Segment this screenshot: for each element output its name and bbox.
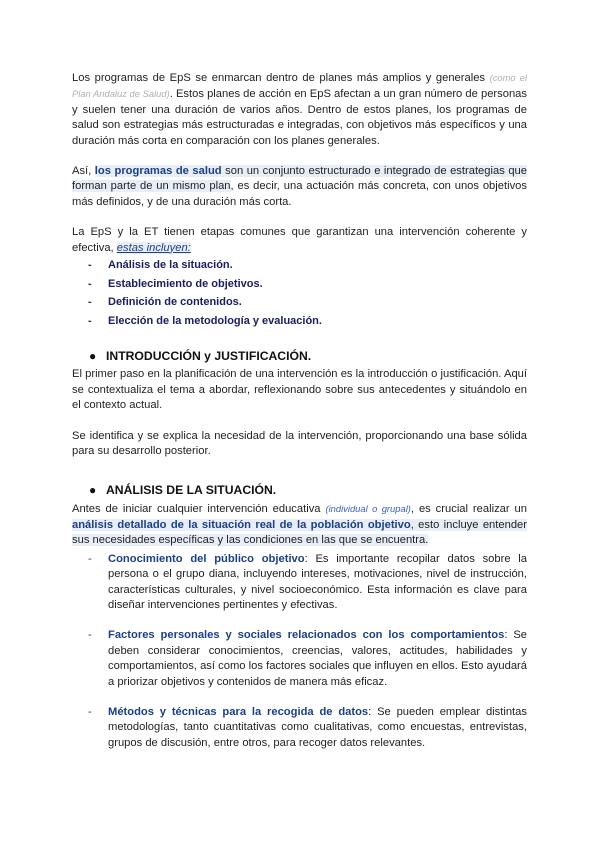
list-item: - Definición de contenidos. (72, 295, 527, 314)
highlight-term: los programas de salud (94, 165, 222, 178)
list-item (72, 552, 527, 614)
item-term: Conocimiento del público objetivo (108, 552, 305, 565)
paragraph-introduction-2: Se identifica y se explica la necesidad de la intervención, proporcionando una base sólida para su desarrollo posterior. (72, 429, 527, 458)
text: . Estos planes de acción en EpS afectan a un gran número de personas y suelen tener una duración de varios años. Dentro de estos planes, los programas de salud son estrategias más estructuradas e integradas, con objetivos más específicos y una duración más corta en comparación con los planes generales. (72, 88, 528, 147)
stages-list (72, 258, 527, 332)
item-text: : Es importante recopilar datos sobre la persona o el grupo diana, incluyendo intereses, motivaciones, nivel de instrucción, características culturales, y nivel socioeconómico. Esta información es clave para diseñar intervenciones pertinentes y efectivas. (108, 552, 527, 611)
list-item (72, 705, 527, 751)
text: , es crucial realizar un (410, 503, 527, 516)
side-note: (como el Plan Andaluz de Salud) (72, 72, 528, 100)
side-note: (individual o grupal) (325, 503, 411, 515)
item-term: Métodos y técnicas para la recogida de datos (108, 705, 369, 718)
paragraph-intro (72, 70, 527, 149)
bullet-icon: ● (89, 349, 97, 364)
list-item: - Establecimiento de objetivos. (72, 277, 527, 296)
highlight-phrase: estas incluyen: (116, 241, 191, 254)
paragraph-stages (72, 225, 527, 256)
text: Antes de iniciar cualquier intervención educativa (72, 503, 326, 516)
text: La EpS y la ET tienen etapas comunes que garantizan una intervención coherente y efectiva, (72, 226, 527, 254)
list-item: - Elección de la metodología y evaluación. (72, 314, 527, 333)
text: Así, (72, 165, 95, 178)
item-text: : Se pueden emplear distintas metodologías, tanto cuantitativas como cualitativas, como encuestas, entrevistas, grupos de discusión, entre otros, para recoger datos relevantes. (108, 705, 527, 749)
paragraph-programs (72, 164, 527, 210)
section-heading-introduction (72, 349, 527, 365)
heading-text: INTRODUCCIÓN y JUSTIFICACIÓN. (106, 349, 312, 364)
text: , es decir, una actuación más concreta, con unos objetivos más definidos, y de una duración más corta. (72, 180, 527, 208)
item-text: : Se deben considerar conocimientos, creencias, valores, actitudes, habilidades y comportamientos, así como los factores sociales que influyen en ellos. Esto ayudará a priorizar objetivos y contenidos de manera más eficaz. (108, 629, 528, 688)
bullet-icon: ● (89, 483, 97, 498)
item-term: Factores personales y sociales relacionados con los comportamientos (108, 629, 505, 642)
highlight-text: , esto incluye entender sus necesidades específicas y las condiciones en las que se encuentra. (72, 518, 527, 547)
highlight-text: son un conjunto estructurado e integrado de estrategias que forman parte de un mismo plan (72, 165, 527, 193)
paragraph-introduction-1: El primer paso en la planificación de una intervención es la introducción o justificación. Aquí se contextualiza el tema a abordar, reflexionando sobre sus antecedentes y situándolo en el contexto actual. (72, 368, 527, 412)
list-item (72, 628, 527, 690)
list-item: - Análisis de la situación. (72, 258, 527, 277)
document-page (72, 70, 527, 751)
analysis-list (72, 552, 527, 751)
paragraph-analysis-intro (72, 501, 527, 548)
text: Los programas de EpS se enmarcan dentro de planes más amplios y generales (72, 72, 490, 84)
heading-text: ANÁLISIS DE LA SITUACIÓN. (106, 483, 277, 498)
section-heading-analysis (72, 483, 527, 499)
highlight-term: análisis detallado de la situación real de la población objetivo (72, 518, 411, 531)
